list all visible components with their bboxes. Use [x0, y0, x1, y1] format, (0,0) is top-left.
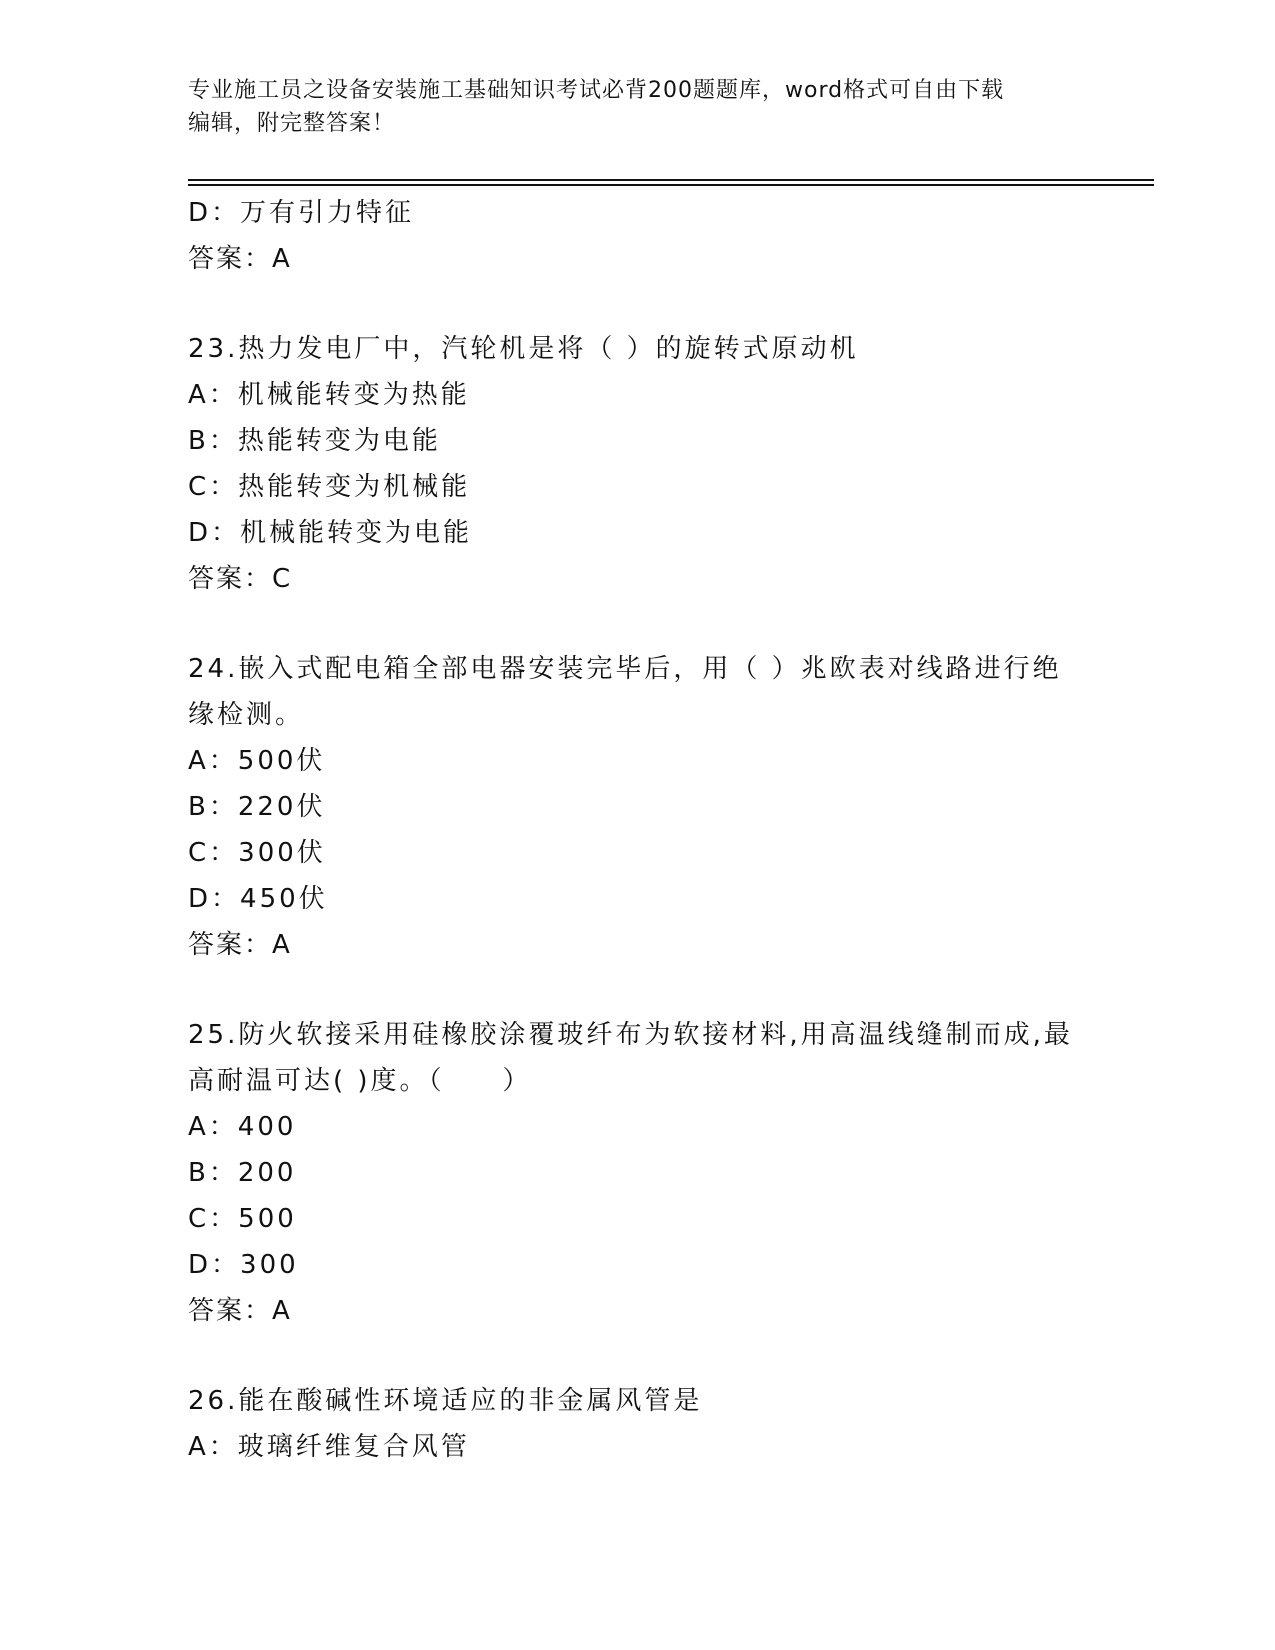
question-24-option-c: C：300伏: [188, 838, 326, 868]
document-header: [188, 74, 1088, 140]
question-26-option-a: A：玻璃纤维复合风管: [188, 1432, 470, 1462]
question-25-title-line-1: 25.防火软接采用硅橡胶涂覆玻纤布为软接材料,用高温线缝制而成,最: [188, 1020, 1073, 1050]
question-gap: [188, 602, 1088, 646]
question-23-option-a: A：机械能转变为热能: [188, 380, 470, 410]
question-25-option-c: C：500: [188, 1204, 297, 1234]
question-23-title: 23.热力发电厂中，汽轮机是将（ ）的旋转式原动机: [188, 334, 859, 364]
question-25-option-a: A：400: [188, 1112, 297, 1142]
question-24-option-d: D：450伏: [188, 884, 328, 914]
question-25-option-d: D：300: [188, 1250, 299, 1280]
question-23-option-c: C：热能转变为机械能: [188, 472, 471, 502]
question-23: [188, 326, 1088, 602]
question-23-option-d: D：机械能转变为电能: [188, 518, 473, 548]
question-25: [188, 1012, 1088, 1334]
question-25-title-line-2: 高耐温可达( )度。（ ）: [188, 1066, 532, 1096]
question-gap: [188, 1334, 1088, 1378]
question-25-answer: 答案：A: [188, 1296, 292, 1326]
header-title-line-1: 专业施工员之设备安装施工基础知识考试必背200题题库，word格式可自由下载: [188, 78, 1005, 103]
question-24-option-a: A：500伏: [188, 746, 326, 776]
question-gap: [188, 968, 1088, 1012]
option-d-prev: D：万有引力特征: [188, 198, 415, 228]
header-divider-top: [188, 179, 1154, 181]
question-content: [188, 190, 1088, 1470]
question-26: [188, 1378, 1088, 1470]
question-23-answer: 答案：C: [188, 564, 293, 594]
answer-prev: 答案：A: [188, 244, 292, 274]
question-24: [188, 646, 1088, 968]
question-gap: [188, 282, 1088, 326]
header-title-line-2: 编辑，附完整答案！: [188, 111, 396, 136]
question-26-title: 26.能在酸碱性环境适应的非金属风管是: [188, 1386, 703, 1416]
question-24-title-line-1: 24.嵌入式配电箱全部电器安装完毕后，用（ ）兆欧表对线路进行绝: [188, 654, 1062, 684]
question-23-option-b: B：热能转变为电能: [188, 426, 441, 456]
question-25-option-b: B：200: [188, 1158, 297, 1188]
question-24-option-b: B：220伏: [188, 792, 326, 822]
header-divider-bottom: [188, 184, 1154, 186]
question-24-title-line-2: 缘检测。: [188, 700, 305, 730]
question-24-answer: 答案：A: [188, 930, 292, 960]
